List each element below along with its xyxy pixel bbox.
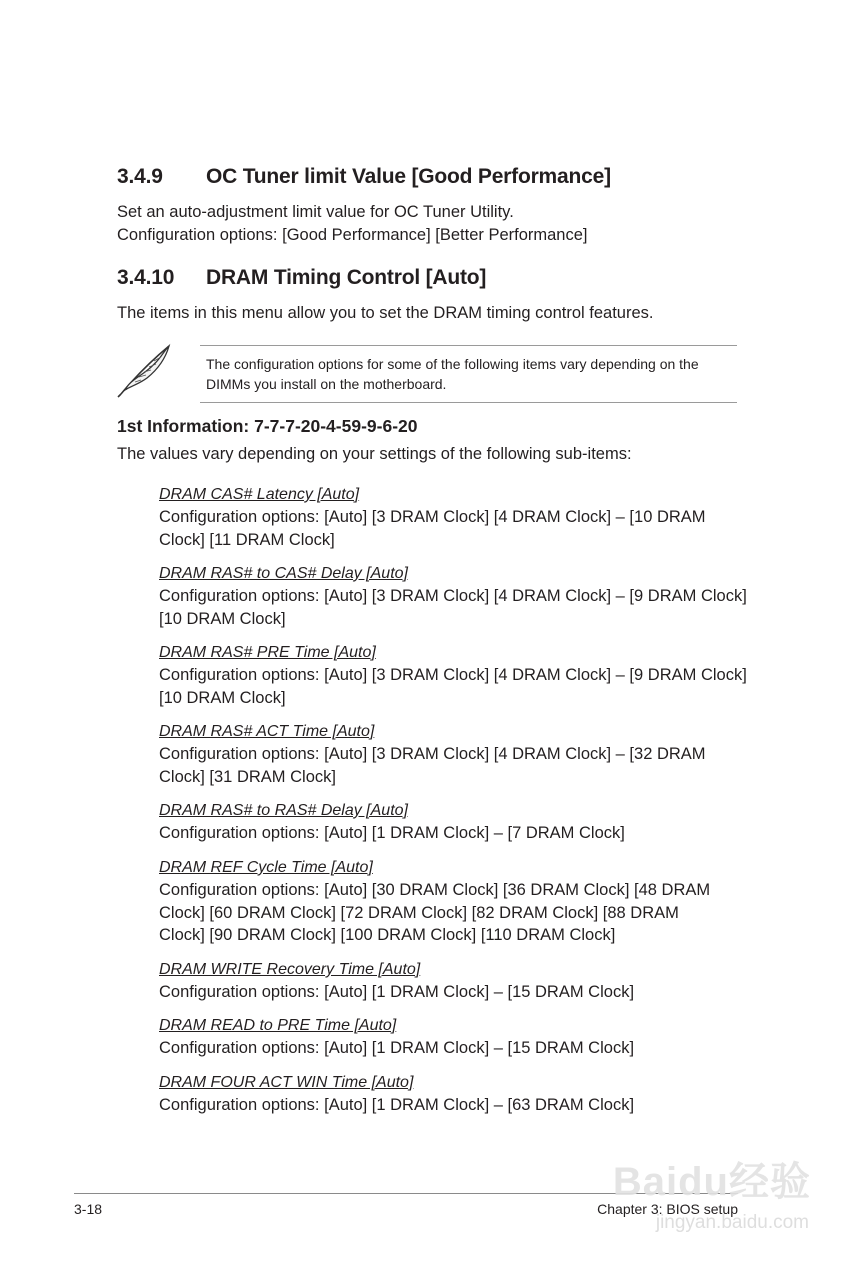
body-line: Set an auto-adjustment limit value for OC Tuner Utility. bbox=[117, 203, 514, 221]
sub-item-desc: Configuration options: [Auto] [3 DRAM Clock] [4 DRAM Clock] – [32 DRAM Clock] [31 DRAM Clock] bbox=[159, 745, 706, 786]
sub-item-ras-act bbox=[159, 721, 749, 788]
sub-item-title: DRAM REF Cycle Time [Auto] bbox=[159, 859, 373, 876]
sub-item-cas-latency bbox=[159, 484, 749, 551]
sub-item-desc: Configuration options: [Auto] [1 DRAM Clock] – [15 DRAM Clock] bbox=[159, 983, 635, 1001]
sub-item-ras-pre bbox=[159, 642, 749, 709]
chapter-label: Chapter 3: BIOS setup bbox=[597, 1201, 738, 1217]
sub-item-write-recovery bbox=[159, 959, 749, 1004]
sub-item-read-to-pre bbox=[159, 1015, 749, 1060]
info-heading: 1st Information: 7-7-7-20-4-59-9-6-20 bbox=[117, 416, 418, 436]
sub-item-title: DRAM FOUR ACT WIN Time [Auto] bbox=[159, 1074, 414, 1091]
sub-item-title: DRAM RAS# to RAS# Delay [Auto] bbox=[159, 802, 408, 819]
sub-item-desc: Configuration options: [Auto] [3 DRAM Clock] [4 DRAM Clock] – [9 DRAM Clock] [10 DRAM Clock] bbox=[159, 587, 747, 628]
section-3-4-10-intro: The items in this menu allow you to set the DRAM timing control features. bbox=[117, 304, 654, 322]
info-text: The values vary depending on your settings of the following sub-items: bbox=[117, 445, 632, 463]
section-3-4-9-heading bbox=[117, 165, 737, 193]
sub-item-title: DRAM RAS# PRE Time [Auto] bbox=[159, 644, 376, 661]
sub-item-title: DRAM CAS# Latency [Auto] bbox=[159, 486, 360, 503]
sub-item-desc: Configuration options: [Auto] [3 DRAM Clock] [4 DRAM Clock] – [10 DRAM Clock] [11 DRAM Clock] bbox=[159, 508, 706, 549]
sub-item-ras-to-ras bbox=[159, 800, 749, 845]
sub-item-title: DRAM RAS# ACT Time [Auto] bbox=[159, 723, 375, 740]
note-text bbox=[206, 354, 699, 394]
baidu-watermark-url: jingyan.baidu.com bbox=[655, 1212, 809, 1233]
sub-item-desc: Configuration options: [Auto] [1 DRAM Clock] – [63 DRAM Clock] bbox=[159, 1096, 635, 1114]
sub-item-desc: Configuration options: [Auto] [30 DRAM Clock] [36 DRAM Clock] [48 DRAM Clock] [60 DRAM Clock] [72 DRAM Clock] [82 DRAM Clock] [88 DRAM Clock] [90 DRAM Clock] [100 DRAM Clock] [110 DRAM Clock] bbox=[159, 881, 711, 944]
sub-item-title: DRAM WRITE Recovery Time [Auto] bbox=[159, 961, 421, 978]
section-title: DRAM Timing Control [Auto] bbox=[206, 266, 487, 289]
sub-item-desc: Configuration options: [Auto] [1 DRAM Clock] – [7 DRAM Clock] bbox=[159, 824, 625, 842]
feather-pen-icon bbox=[115, 342, 175, 398]
sub-item-four-act-win bbox=[159, 1072, 749, 1117]
baidu-watermark: Baidu经验 bbox=[612, 1160, 811, 1204]
sub-item-desc: Configuration options: [Auto] [1 DRAM Clock] – [15 DRAM Clock] bbox=[159, 1039, 635, 1057]
sub-item-ras-to-cas bbox=[159, 563, 749, 630]
note-box bbox=[200, 345, 737, 403]
page-number: 3-18 bbox=[74, 1201, 103, 1217]
sub-item-ref-cycle bbox=[159, 857, 719, 947]
sub-item-title: DRAM RAS# to CAS# Delay [Auto] bbox=[159, 565, 408, 582]
note-line: The configuration options for some of the following items vary depending on the bbox=[206, 356, 699, 372]
section-number: 3.4.10 bbox=[117, 266, 175, 289]
sub-item-desc: Configuration options: [Auto] [3 DRAM Clock] [4 DRAM Clock] – [9 DRAM Clock] [10 DRAM Clock] bbox=[159, 666, 747, 707]
section-number: 3.4.9 bbox=[117, 165, 163, 188]
section-title: OC Tuner limit Value [Good Performance] bbox=[206, 165, 611, 188]
section-3-4-9-body bbox=[117, 201, 588, 247]
body-line: Configuration options: [Good Performance] [Better Performance] bbox=[117, 226, 588, 244]
section-3-4-10-heading bbox=[117, 266, 737, 294]
sub-item-title: DRAM READ to PRE Time [Auto] bbox=[159, 1017, 397, 1034]
note-line: DIMMs you install on the motherboard. bbox=[206, 376, 447, 392]
